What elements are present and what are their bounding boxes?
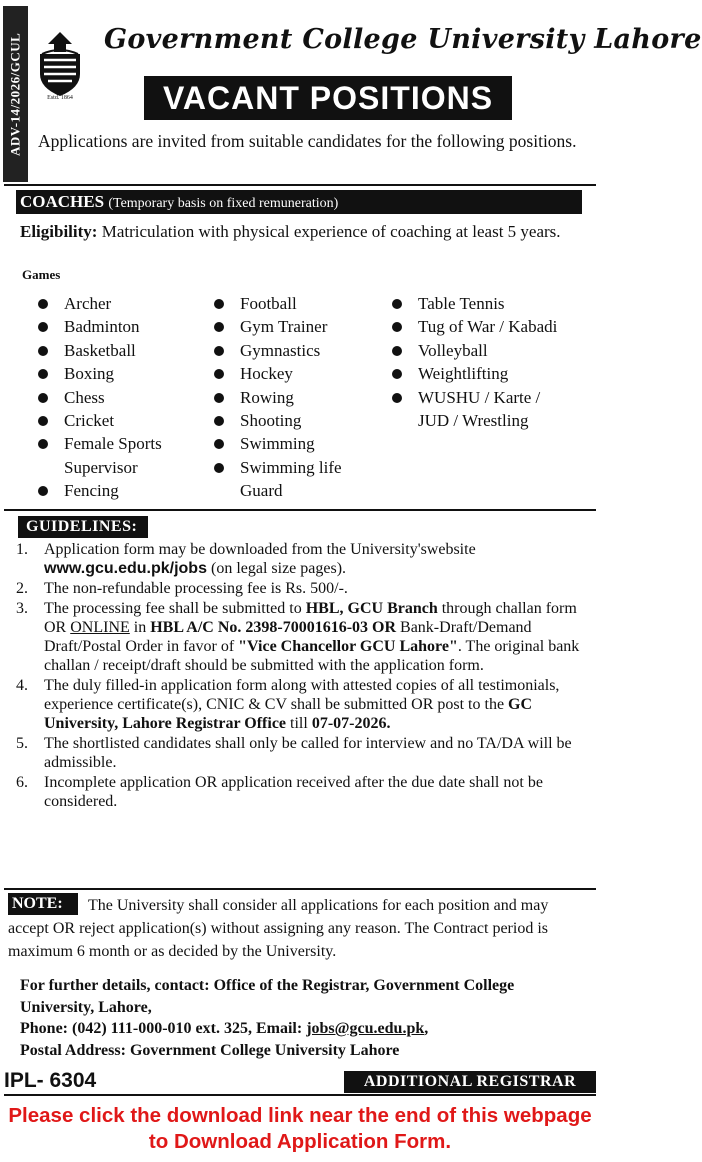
games-column-3 bbox=[392, 292, 582, 432]
guidelines-heading: GUIDELINES: bbox=[18, 516, 148, 538]
games-column-2 bbox=[214, 292, 394, 503]
contact-email-link[interactable]: jobs@gcu.edu.pk bbox=[306, 1020, 425, 1037]
guideline-number: 6. bbox=[16, 774, 28, 791]
guidelines-list bbox=[14, 540, 580, 812]
guideline-number: 5. bbox=[16, 735, 28, 752]
games-label: Games bbox=[22, 267, 61, 282]
list-item: Cricket bbox=[38, 409, 218, 432]
university-title: Government College University Lahore bbox=[104, 24, 702, 55]
advertisement-code bbox=[3, 6, 28, 182]
online-text: ONLINE bbox=[70, 619, 130, 636]
list-item: Hockey bbox=[214, 362, 394, 385]
list-item: Swimming life Guard bbox=[214, 456, 370, 503]
coaches-title: COACHES bbox=[20, 192, 105, 211]
list-item: Chess bbox=[38, 386, 218, 409]
games-column-1 bbox=[38, 292, 218, 503]
ipl-number: IPL- 6304 bbox=[4, 1069, 97, 1092]
guideline-text: (on legal size pages). bbox=[206, 560, 347, 577]
guideline-number: 4. bbox=[16, 677, 28, 694]
eligibility-label: Eligibility: bbox=[20, 222, 98, 241]
guideline-number: 3. bbox=[16, 600, 28, 617]
guideline-text: . The original bank challan / receipt/draft should be submitted with the application form. bbox=[44, 638, 580, 674]
list-item: Gymnastics bbox=[214, 339, 394, 362]
list-item: Fencing bbox=[38, 479, 218, 502]
note-label: NOTE: bbox=[8, 893, 78, 915]
due-date: 07-07-2026. bbox=[311, 715, 391, 732]
divider bbox=[4, 888, 596, 890]
note-text bbox=[8, 894, 592, 963]
download-notice: Please click the download link near the end of this webpage to Download Application Form. bbox=[8, 1104, 592, 1153]
divider bbox=[4, 509, 596, 511]
guideline-number: 2. bbox=[16, 580, 28, 597]
postal-address: Postal Address: Government College University Lahore bbox=[20, 1041, 400, 1059]
divider bbox=[4, 184, 596, 186]
registrar-office: GC University, Lahore Registrar Office bbox=[44, 696, 533, 732]
payee-name: "Vice Chancellor GCU Lahore" bbox=[238, 638, 458, 655]
list-item: Basketball bbox=[38, 339, 218, 362]
contact-phone-line: Phone: (042) 111-000-010 ext. 325, Email: jobs@gcu.edu.pk, bbox=[20, 1020, 429, 1037]
guideline-item bbox=[14, 676, 580, 733]
list-item: Tug of War / Kabadi bbox=[392, 315, 558, 338]
guideline-text: till bbox=[286, 715, 312, 732]
jobs-link[interactable]: www.gcu.edu.pk/jobs bbox=[44, 560, 207, 577]
university-logo bbox=[32, 30, 88, 100]
guideline-item bbox=[14, 540, 580, 578]
additional-registrar: ADDITIONAL REGISTRAR bbox=[344, 1071, 596, 1093]
list-item: Gym Trainer bbox=[214, 315, 394, 338]
list-item: Table Tennis bbox=[392, 292, 582, 315]
note-body: The University shall consider all applications for each position and may accept OR reject application(s) without assigning any reason. The Contract period is maximum 6 month or as decided by the University. bbox=[8, 897, 549, 960]
guideline-text: The processing fee shall be submitted to bbox=[44, 600, 306, 617]
list-item: Archer bbox=[38, 292, 218, 315]
guideline-text: Application form may be downloaded from the University'swebsite bbox=[44, 541, 476, 558]
coaches-heading bbox=[16, 190, 582, 214]
guideline-item bbox=[14, 599, 580, 675]
list-item: Football bbox=[214, 292, 394, 315]
guideline-item bbox=[14, 579, 580, 598]
list-item: Female Sports Supervisor bbox=[38, 432, 194, 479]
guideline-item bbox=[14, 734, 580, 772]
list-item: Weightlifting bbox=[392, 362, 582, 385]
list-item: Shooting bbox=[214, 409, 394, 432]
guideline-item bbox=[14, 773, 580, 811]
list-item: Rowing bbox=[214, 386, 394, 409]
guideline-text: Bank-Draft/Demand Draft/Postal Order in favor of bbox=[44, 619, 532, 655]
divider bbox=[4, 1094, 596, 1096]
contact-details bbox=[20, 975, 586, 1061]
list-item: Volleyball bbox=[392, 339, 582, 362]
bank-branch: HBL, GCU Branch bbox=[305, 600, 438, 617]
advertisement-code-text: ADV-14/2026/GCUL bbox=[7, 32, 23, 156]
contact-office: For further details, contact: Office of the Registrar, Government College University, Lahore, bbox=[20, 977, 515, 1016]
vacant-positions-banner bbox=[144, 76, 512, 120]
contact-phone: Phone: (042) 111-000-010 ext. 325, Email: bbox=[20, 1020, 307, 1037]
guideline-text: through challan form OR bbox=[44, 600, 577, 636]
guideline-text: The shortlisted candidates shall only be called for interview and no TA/DA will be admissible. bbox=[44, 735, 572, 771]
list-item: Boxing bbox=[38, 362, 218, 385]
eligibility-text: Matriculation with physical experience of coaching at least 5 years. bbox=[101, 222, 561, 241]
account-number: HBL A/C No. 2398-70001616-03 OR bbox=[150, 619, 397, 636]
guideline-text: The duly filled-in application form along with attested copies of all testimonials, experience certificate(s), CNIC & CV shall be submitted OR post to the bbox=[44, 677, 560, 713]
list-item: Badminton bbox=[38, 315, 218, 338]
guideline-number: 1. bbox=[16, 541, 28, 558]
list-item: WUSHU / Karte / JUD / Wrestling bbox=[392, 386, 568, 433]
coaches-subtitle: (Temporary basis on fixed remuneration) bbox=[108, 196, 339, 211]
guideline-text: Incomplete application OR application received after the due date shall not be considered. bbox=[44, 774, 543, 810]
guideline-text: The non-refundable processing fee is Rs. 500/-. bbox=[44, 580, 348, 597]
banner-text: VACANT POSITIONS bbox=[162, 79, 494, 116]
eligibility bbox=[20, 221, 586, 243]
list-item: Swimming bbox=[214, 432, 394, 455]
intro-text: Applications are invited from suitable candidates for the following positions. bbox=[38, 131, 577, 151]
logo-estd-text: Estd. 1864 bbox=[47, 95, 73, 101]
guideline-text: in bbox=[129, 619, 151, 636]
